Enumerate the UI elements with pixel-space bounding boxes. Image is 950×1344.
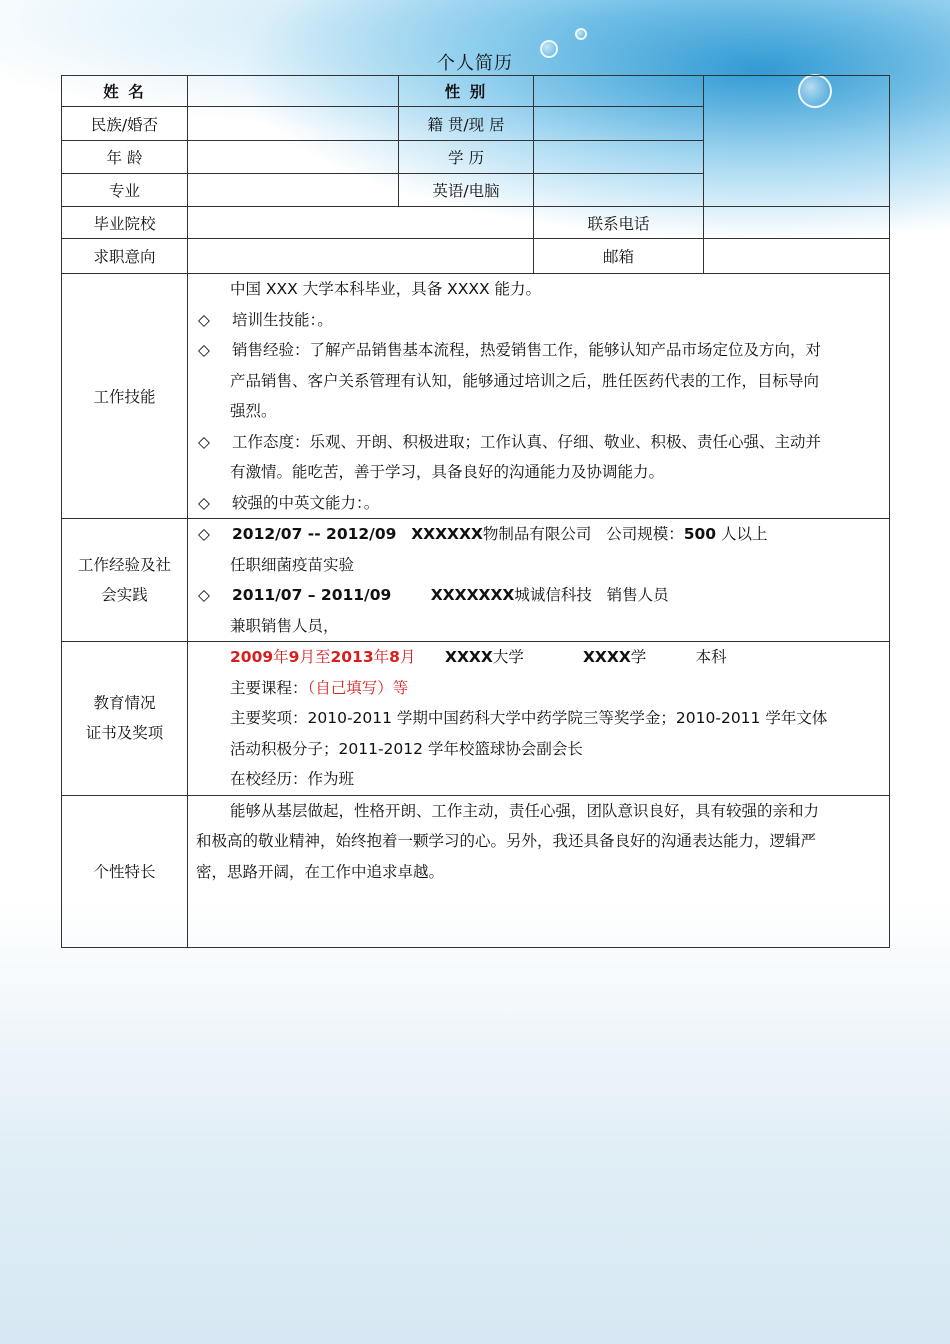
personality-label: 个性特长 (62, 795, 188, 947)
education-period-line: 2009年9月至2013年8月 XXXX大学 XXXX学 本科 (230, 648, 727, 666)
education-section-label: 教育情况 证书及奖项 (62, 642, 188, 796)
education-label: 学 历 (399, 141, 534, 174)
experience-role: 兼职销售人员， (230, 616, 339, 635)
diamond-bullet-icon: ◇ (198, 586, 210, 604)
hometown-value[interactable] (534, 107, 704, 141)
education-period: 2009年9月至2013年8月 (230, 648, 416, 666)
awards-line: 活动积极分子；2011-2012 学年校篮球协会副会长 (230, 739, 583, 758)
hometown-label: 籍 贯/现 居 (399, 107, 534, 141)
gender-label: 性 别 (399, 76, 534, 107)
major-label: 专业 (62, 174, 188, 207)
diamond-bullet-icon: ◇ (198, 525, 210, 543)
row-experience (62, 519, 890, 642)
job-intent-value[interactable] (188, 239, 534, 274)
diamond-bullet-icon: ◇ (198, 432, 210, 451)
experience-item: ◇ 2012/07 -- 2012/09 XXXXXX物制品有限公司 公司规模：500 人以上 (196, 519, 881, 550)
name-value[interactable] (188, 76, 399, 107)
diamond-bullet-icon: ◇ (198, 341, 210, 359)
email-value[interactable] (704, 239, 890, 274)
personality-text-line: 能够从基层做起，性格开朗、工作主动，责任心强，团队意识良好，具有较强的亲和力 (230, 801, 820, 820)
name-label: 姓 名 (62, 76, 188, 107)
ethnicity-label: 民族/婚否 (62, 107, 188, 141)
skill-item-continuation: 有激情。能吃苦，善于学习，具备良好的沟通能力及协调能力。 (230, 463, 665, 481)
skill-item: ◇ 销售经验：了解产品销售基本流程，热爱销售工作，能够认知产品市场定位及方向，对 (196, 335, 881, 366)
skill-item: ◇ 较强的中英文能力：。 (196, 488, 881, 519)
personality-text-line: 密，思路开阔，在工作中追求卓越。 (196, 862, 445, 881)
row-name (62, 76, 890, 107)
age-value[interactable] (188, 141, 399, 174)
skills-label: 工作技能 (62, 274, 188, 519)
awards-line: 主要奖项：2010-2011 学期中国药科大学中药学院三等奖学金；2010-2011 学年文体 (230, 709, 828, 727)
row-skills (62, 274, 890, 519)
personality-content (188, 795, 890, 947)
english-computer-label: 英语/电脑 (399, 174, 534, 207)
skill-item: ◇ 培训生技能：。 (196, 305, 881, 336)
diamond-bullet-icon: ◇ (198, 493, 210, 512)
row-job-intent (62, 239, 890, 274)
email-label: 邮箱 (534, 239, 704, 274)
gender-value[interactable] (534, 76, 704, 107)
photo-cell[interactable] (704, 76, 890, 207)
skill-item-continuation: 产品销售、客户关系管理有认知，能够通过培训之后，胜任医药代表的工作，目标导向 (230, 371, 820, 390)
diamond-bullet-icon: ◇ (198, 310, 210, 329)
skills-content (188, 274, 890, 519)
education-content (188, 642, 890, 796)
courses-line: 主要课程：（自己填写）等 (230, 678, 409, 697)
resume-title: 个人简历 (437, 53, 513, 74)
major-value[interactable] (188, 174, 399, 207)
ethnicity-value[interactable] (188, 107, 399, 141)
experience-item: ◇ 2011/07 – 2011/09 XXXXXXX城诚信科技 销售人员 (196, 580, 881, 611)
personality-text-line: 和极高的敬业精神，始终抱着一颗学习的心。另外，我还具备良好的沟通表达能力，逻辑严 (196, 832, 817, 850)
job-intent-label: 求职意向 (62, 239, 188, 274)
school-value[interactable] (188, 207, 534, 239)
skill-item-continuation: 强烈。 (230, 402, 277, 420)
row-personality (62, 795, 890, 947)
resume-table (61, 75, 890, 948)
education-value[interactable] (534, 141, 704, 174)
age-label: 年 龄 (62, 141, 188, 174)
experience-label: 工作经验及社 会实践 (62, 519, 188, 642)
row-education (62, 642, 890, 796)
experience-role: 任职细菌疫苗实验 (230, 555, 355, 574)
skills-intro: 中国 XXX 大学本科毕业，具备 XXXX 能力。 (230, 280, 542, 298)
school-experience-line: 在校经历：作为班 (230, 770, 355, 788)
school-label: 毕业院校 (62, 207, 188, 239)
row-school (62, 207, 890, 239)
english-computer-value[interactable] (534, 174, 704, 207)
phone-value[interactable] (704, 207, 890, 239)
phone-label: 联系电话 (534, 207, 704, 239)
decorative-bubble-icon (575, 28, 587, 40)
skill-item: ◇ 工作态度：乐观、开朗、积极进取；工作认真、仔细、敬业、积极、责任心强、主动并 (196, 427, 881, 458)
experience-content (188, 519, 890, 642)
